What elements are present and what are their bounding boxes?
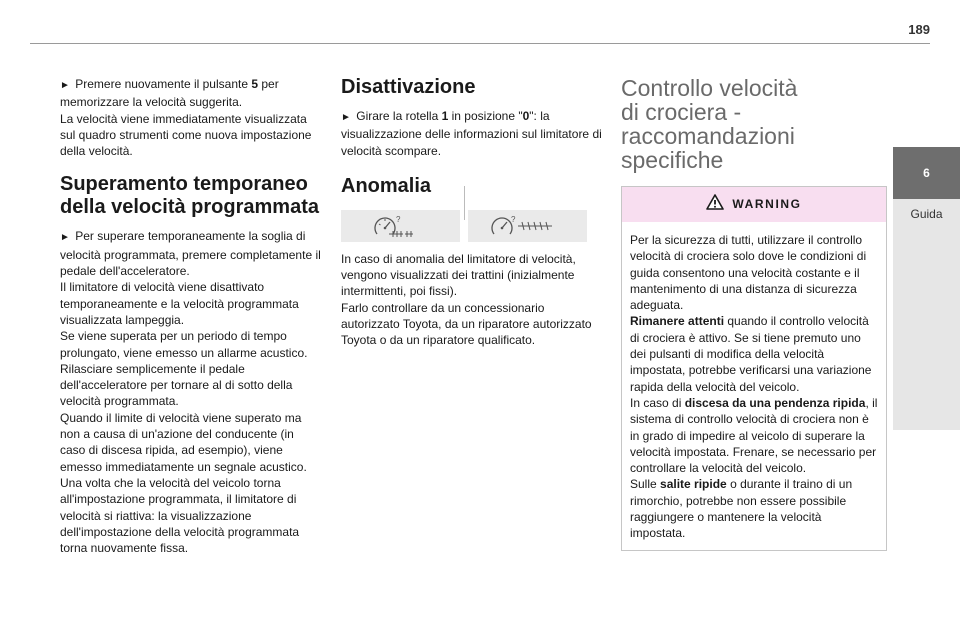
column-right: [621, 76, 887, 551]
icon-divider: [464, 186, 465, 220]
text: quando il controllo velocità di crociera è attivo. Se si tiene premuto uno dei pulsanti di modifica della velocità impostata, potrebbe verificarsi una variazione rapida della velocità del veicolo.: [630, 314, 872, 394]
emphasis: discesa da una pendenza ripida: [684, 395, 866, 410]
column-middle: [341, 76, 603, 349]
paragraph: Rilasciare semplicemente il pedale dell'acceleratore per tornare al di sotto della velocità programmata.: [60, 361, 293, 409]
text: , il sistema di controllo velocità di crociera non è in grado di impedire al veicolo di superare la velocità impostata. Frenare, se necessario per controllare la velocità del veicolo.: [630, 395, 878, 476]
text: In caso di: [630, 395, 685, 410]
section-heading-fault: Anomalia: [341, 174, 432, 197]
fault-display-icons: [341, 210, 603, 242]
paragraph: Se viene superata per un periodo di tempo prolungato, viene emesso un allarme acustico.: [60, 329, 308, 360]
header-rule: [30, 43, 930, 44]
emphasis: Rimanere attenti: [630, 314, 725, 329]
svg-text:?: ?: [511, 214, 516, 224]
text: Sulle: [630, 477, 661, 492]
bullet-arrow-icon: ►: [60, 232, 70, 244]
warning-body: [622, 222, 886, 550]
paragraph: La velocità viene immediatamente visualizzata sul quadro strumenti come nuova impostazione della velocità.: [60, 111, 312, 159]
section-heading-cruise-control: Controllo velocità di crociera - raccomandazioni specifiche: [621, 75, 798, 173]
paragraph: Il limitatore di velocità viene disattivato temporaneamente e la velocità programmata visualizzata lampeggia.: [60, 280, 299, 327]
instruction-deactivate: [341, 108, 603, 159]
chapter-label: Guida: [910, 207, 943, 221]
instruction-override: [60, 228, 322, 279]
chapter-number: 6: [893, 147, 960, 199]
paragraph: Farlo controllare da un concessionario autorizzato Toyota, da un riparatore autorizzato Toyota o da un riparatore qualificato.: [341, 300, 592, 348]
section-heading-override: Superamento temporaneo della velocità programmata: [60, 173, 319, 219]
wheel-ref: 1: [441, 109, 449, 123]
paragraph: Quando il limite di velocità viene superato ma non a causa di un'azione del conducente (in caso di discesa ripida, ad esempio), viene emesso immediatamente un segnale acustico.: [60, 410, 307, 474]
button-ref: 5: [251, 77, 259, 91]
warning-box: [621, 186, 887, 551]
page-number: 189: [908, 22, 930, 37]
column-left: [60, 76, 322, 556]
paragraph: [630, 476, 878, 541]
position-ref: 0: [522, 109, 530, 123]
text: ": la visualizzazione delle informazioni sul limitatore di velocità scompare.: [341, 109, 602, 158]
speed-limiter-warning-icon: [341, 210, 460, 242]
paragraph: [630, 313, 878, 394]
text: Girare la rotella: [352, 109, 442, 123]
warning-header: [622, 187, 886, 222]
warning-triangle-icon: [706, 194, 724, 214]
paragraph: Una volta che la velocità del veicolo torna all'impostazione programmata, il limitatore di velocità si riattiva: la visualizzazione dell'impostazione della velocità programmata torna nuovamente fissa.: [60, 475, 300, 556]
text: Premere nuovamente il pulsante: [71, 77, 252, 91]
instruction-memorize: [60, 76, 322, 111]
emphasis: salite ripide: [660, 477, 727, 492]
warning-title: WARNING: [732, 197, 802, 212]
section-heading-deactivation: Disattivazione: [341, 76, 476, 98]
text: in posizione ": [448, 109, 523, 123]
paragraph: In caso di anomalia del limitatore di velocità, vengono visualizzati dei trattini (inizialmente intermittenti, poi fissi).: [341, 251, 576, 299]
bullet-arrow-icon: ►: [341, 112, 351, 123]
speed-limiter-dashes-icon: [468, 210, 587, 242]
paragraph: Per la sicurezza di tutti, utilizzare il controllo velocità di crociera solo dove le condizioni di guida consentono una velocità costante e il mantenimento di una distanza di sicurezza adeguata.: [630, 233, 867, 313]
svg-text:?: ?: [396, 214, 401, 224]
bullet-arrow-icon: ►: [60, 80, 70, 91]
text: per memorizzare la velocità suggerita.: [60, 77, 279, 110]
paragraph: [630, 395, 878, 476]
chapter-tab: [893, 147, 960, 430]
text: o durante il traino di un rimorchio, potrebbe non essere possibile raggiungere o mantenere la velocità impostata.: [630, 477, 853, 541]
text: Per superare temporaneamente la soglia di velocità programmata, premere completamente il pedale dell'acceleratore.: [60, 229, 321, 279]
